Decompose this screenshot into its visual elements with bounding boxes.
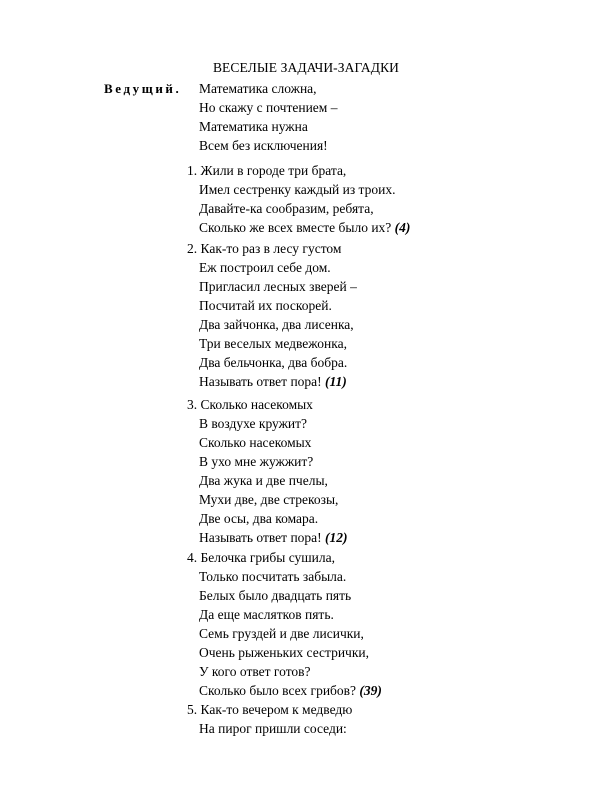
riddle-line: Три веселых медвежонка, xyxy=(199,336,347,351)
riddle-answer: (39) xyxy=(359,683,382,698)
riddle-line: Посчитай их поскорей. xyxy=(199,298,332,313)
riddle-line: Две осы, два комара. xyxy=(199,511,319,526)
intro-line: Математика сложна, xyxy=(199,81,317,96)
riddle-line: Два зайчонка, два лисенка, xyxy=(199,317,354,332)
riddle-line: Два жука и две пчелы, xyxy=(199,473,328,488)
riddle-text: Называть ответ пора! xyxy=(199,374,322,389)
riddle-line: 3. Сколько насекомых xyxy=(187,397,313,412)
riddle-line: Очень рыженьких сестрички, xyxy=(199,645,370,660)
riddle-line: Белых было двадцать пять xyxy=(199,588,352,603)
riddle-line: Только посчитать забыла. xyxy=(199,569,347,584)
intro-line: Но скажу с почтением – xyxy=(199,100,338,115)
intro-line: Всем без исключения! xyxy=(199,138,328,153)
riddle-line: Семь груздей и две лисички, xyxy=(199,626,364,641)
riddle-line: На пирог пришли соседи: xyxy=(199,721,347,736)
riddle-line xyxy=(199,374,347,390)
riddle-line: В ухо мне жужжит? xyxy=(199,454,314,469)
riddle-line: В воздухе кружит? xyxy=(199,416,308,431)
riddle-line xyxy=(199,220,410,236)
riddle-line: 4. Белочка грибы сушила, xyxy=(187,550,336,565)
riddle-line: 2. Как-то раз в лесу густом xyxy=(187,241,342,256)
riddle-line: Давайте-ка сообразим, ребята, xyxy=(199,201,374,216)
riddle-line: Да еще маслятков пять. xyxy=(199,607,334,622)
riddle-answer: (11) xyxy=(325,374,347,389)
riddle-line: Сколько насекомых xyxy=(199,435,312,450)
riddle-line: У кого ответ готов? xyxy=(199,664,311,679)
riddle-line: Два бельчонка, два бобра. xyxy=(199,355,348,370)
riddle-line: 1. Жили в городе три брата, xyxy=(187,163,347,178)
riddle-line: Еж построил себе дом. xyxy=(199,260,331,275)
riddle-text: Сколько же всех вместе было их? xyxy=(199,220,392,235)
riddle-text: Называть ответ пора! xyxy=(199,530,322,545)
page-title: ВЕСЕЛЫЕ ЗАДАЧИ-ЗАГАДКИ xyxy=(212,60,400,75)
riddle-line: Имел сестренку каждый из троих. xyxy=(199,182,396,197)
riddle-line: Пригласил лесных зверей – xyxy=(199,279,357,294)
presenter-label: Ведущий. xyxy=(104,81,182,96)
riddle-line: 5. Как-то вечером к медведю xyxy=(187,702,353,717)
riddle-text: Сколько было всех грибов? xyxy=(199,683,357,698)
riddle-answer: (4) xyxy=(394,220,411,235)
riddle-line xyxy=(199,683,382,699)
riddle-answer: (12) xyxy=(325,530,348,545)
intro-line: Математика нужна xyxy=(199,119,308,134)
riddle-line xyxy=(199,530,348,546)
riddle-line: Мухи две, две стрекозы, xyxy=(199,492,339,507)
